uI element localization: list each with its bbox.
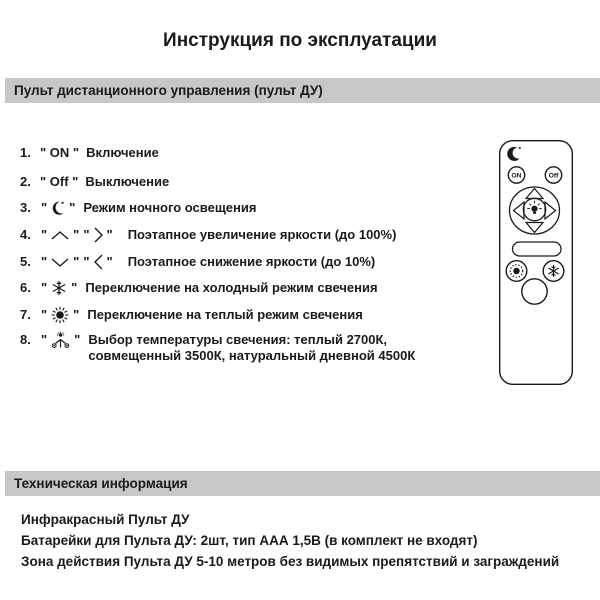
item-symbol: " ON "	[40, 145, 80, 160]
quote-mark: "	[73, 254, 80, 269]
quote-mark: "	[71, 280, 78, 295]
item-number: 4.	[20, 227, 31, 242]
list-item	[20, 280, 378, 296]
item-text-line2: совмещенный 3500К, натуральный дневной 4500К	[88, 348, 416, 363]
arrow-up-icon	[526, 189, 543, 199]
warm-mode-button	[506, 261, 527, 282]
brightness-dpad	[510, 187, 560, 234]
chevron-down-icon	[51, 258, 69, 267]
off-button	[545, 167, 561, 183]
section-header-remote: Пульт дистанционного управления (пульт ДУ)	[5, 78, 600, 103]
quote-mark: "	[106, 227, 113, 242]
quote-mark: "	[41, 200, 48, 215]
list-item	[20, 145, 159, 161]
quote-mark: "	[106, 254, 113, 269]
item-text-line1: Выбор температуры свечения: теплый 2700К,	[88, 332, 388, 347]
list-item	[20, 254, 375, 270]
item-number: 5.	[20, 254, 31, 269]
snowflake-icon	[51, 280, 67, 296]
tech-info-line: Инфракрасный Пульт ДУ	[21, 512, 190, 527]
item-number: 1.	[20, 145, 31, 160]
temperature-select-icon	[51, 331, 70, 349]
arrow-right-icon	[545, 202, 556, 219]
svg-text:ON: ON	[511, 172, 522, 180]
moon-icon	[51, 200, 65, 216]
item-text: Выключение	[85, 174, 170, 189]
moon-icon	[507, 147, 521, 161]
list-item	[20, 200, 256, 216]
quote-mark: "	[73, 227, 80, 242]
item-text: Переключение на теплый режим свечения	[87, 307, 363, 322]
list-item	[20, 227, 396, 243]
cold-mode-button	[543, 261, 564, 282]
quote-mark: "	[41, 280, 48, 295]
list-item	[20, 332, 415, 364]
item-text: Поэтапное увеличение яркости (до 100%)	[127, 227, 397, 242]
quote-mark: "	[69, 200, 76, 215]
item-symbol: " Off "	[40, 174, 79, 189]
quote-mark: "	[83, 227, 90, 242]
on-button	[508, 167, 524, 183]
chevron-right-icon	[94, 227, 103, 243]
chevron-up-icon	[51, 231, 69, 240]
list-item	[20, 174, 169, 190]
bulb-icon	[527, 201, 541, 214]
item-number: 3.	[20, 200, 31, 215]
pill-button	[513, 242, 562, 256]
item-number: 2.	[20, 174, 31, 189]
item-number: 6.	[20, 280, 31, 295]
tech-info-line: Батарейки для Пульта ДУ: 2шт, тип ААА 1,5В (в комплект не входят)	[21, 533, 478, 548]
item-number: 8.	[20, 332, 31, 347]
page-title: Инструкция по эксплуатации	[163, 30, 437, 51]
item-text	[88, 332, 415, 364]
arrow-down-icon	[526, 223, 543, 233]
sun-icon	[51, 306, 69, 324]
tech-info-line: Зона действия Пульта ДУ 5-10 метров без видимых препятствий и заграждений	[21, 554, 560, 569]
list-item	[20, 306, 363, 324]
arrow-left-icon	[514, 202, 525, 219]
remote-illustration	[490, 138, 585, 388]
chevron-left-icon	[94, 254, 103, 270]
quote-mark: "	[74, 332, 81, 347]
quote-mark: "	[83, 254, 90, 269]
item-text: Поэтапное снижение яркости (до 10%)	[127, 254, 376, 269]
quote-mark: "	[41, 307, 48, 322]
quote-mark: "	[41, 254, 48, 269]
item-number: 7.	[20, 307, 31, 322]
snowflake-icon	[548, 265, 558, 277]
quote-mark: "	[41, 227, 48, 242]
svg-text:Off: Off	[548, 172, 559, 180]
item-text: Включение	[86, 145, 159, 160]
round-button	[522, 279, 547, 304]
section-header-tech: Техническая информация	[5, 471, 600, 496]
quote-mark: "	[41, 332, 48, 347]
item-text: Режим ночного освещения	[83, 200, 257, 215]
item-text: Переключение на холодный режим свечения	[85, 280, 378, 295]
quote-mark: "	[73, 307, 80, 322]
